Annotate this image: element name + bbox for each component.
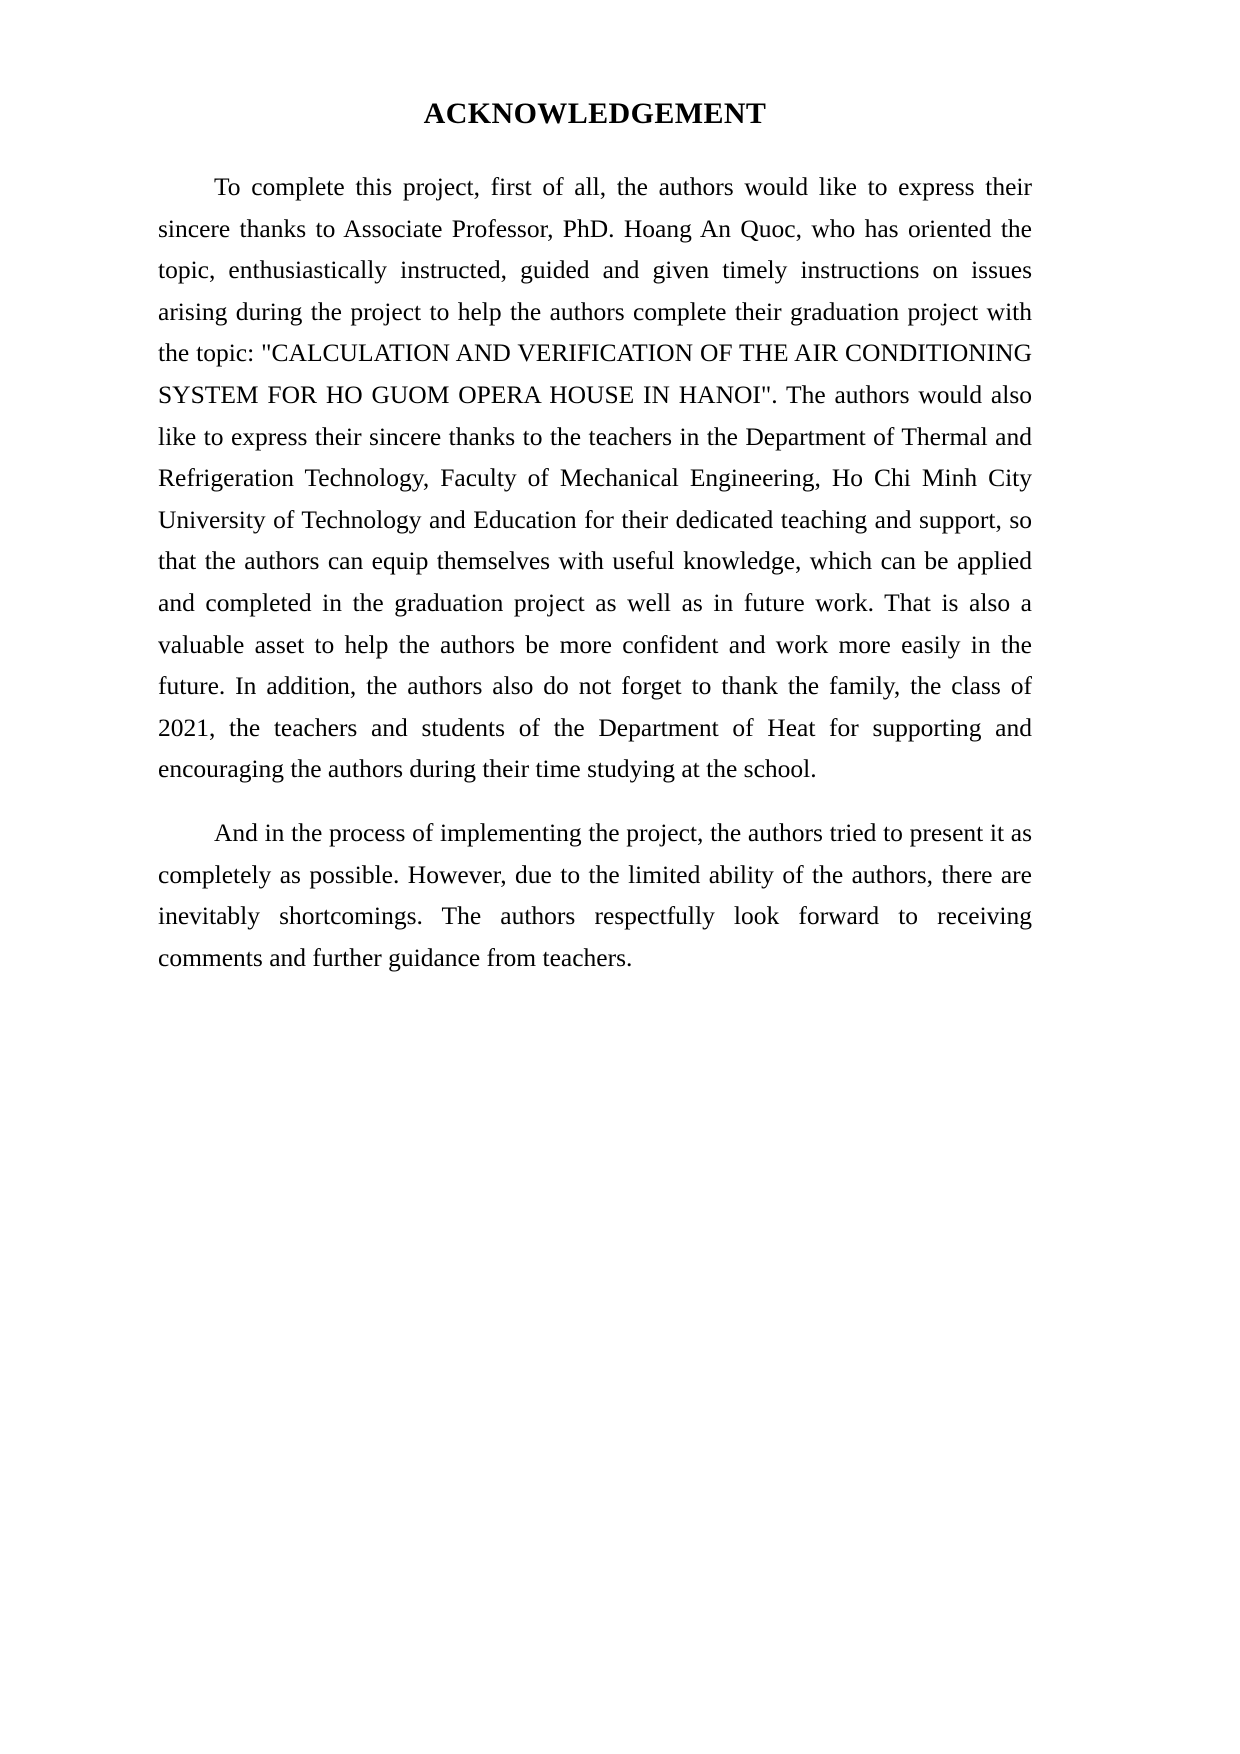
acknowledgement-paragraph-2: And in the process of implementing the project, the authors tried to present it as completely as possible. However, due to the limited ability of the authors, there are inevitably shortcomings. The authors respectfully look forward to receiving comments and further guidance from teachers. bbox=[158, 817, 1032, 972]
acknowledgement-paragraph-1: To complete this project, first of all, the authors would like to express their sincere thanks to Associate Professor, PhD. Hoang An Quoc, who has oriented the topic, enthusiastically instructed, guided and given timely instructions on issues arising during the project to help the authors complete their graduation project with the topic: "CALCULATION AND VERIFICATION OF THE AIR CONDITIONING SYSTEM FOR HO GUOM OPERA HOUSE IN HANOI". The authors would also like to express their sincere thanks to the teachers in the Department of Thermal and Refrigeration Technology, Faculty of Mechanical Engineering, Ho Chi Minh City University of Technology and Education for their dedicated teaching and support, so that the authors can equip themselves with useful knowledge, which can be applied and completed in the graduation project as well as in future work. That is also a valuable asset to help the authors be more confident and work more easily in the future. In addition, the authors also do not forget to thank the family, the class of 2021, the teachers and students of the Department of Heat for supporting and encouraging the authors during their time studying at the school. bbox=[158, 172, 1032, 784]
page-title: ACKNOWLEDGEMENT bbox=[423, 97, 767, 130]
page-content bbox=[158, 96, 1032, 978]
